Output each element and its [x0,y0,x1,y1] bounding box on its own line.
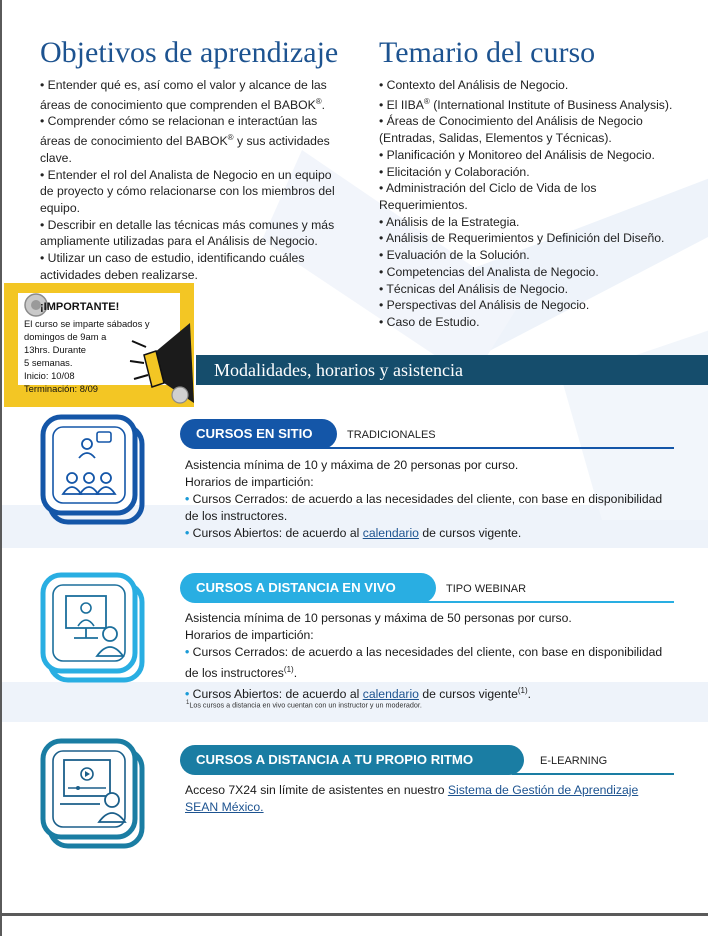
live-open-courses: • Cursos Abiertos: de acuerdo al calendario de cursos vigente$^{(1)}$. [185,686,532,702]
live-closed-courses: • Cursos Cerrados: de acuerdo a las necesidades del cliente, con base en disponibilidad [185,645,663,659]
important-notice [4,283,194,407]
calendar-link[interactable]: calendario [362,687,419,702]
syllabus-item: • Caso de Estudio. [379,314,480,329]
live-courses-pill: CURSOS A DISTANCIA EN VIVO [180,573,436,603]
notice-body: El curso se imparte sábados y domingos de 9am a 13hrs. Durante 5 semanas. Inicio: 10/08 Terminación: 8/09 [24,318,150,394]
elearning-details [185,782,675,816]
syllabus-item: • Análisis de Requerimientos y Definición del Diseño. [379,231,665,246]
modalities-section-title: Modalidades, horarios y asistencia [196,355,708,385]
objective-item: • Describir en detalle las técnicas más comunes y más ampliamente utilizadas para el Análisis de Negocio. [40,217,335,249]
elearning-courses-pill: CURSOS A DISTANCIA A TU PROPIO RITMO [180,745,524,775]
objective-item: • Entender qué es, así como el valor y alcance de las áreas de conocimiento que comprenden el BABOK®. [40,78,327,112]
onsite-closed-courses: • Cursos Cerrados: de acuerdo a las necesidades del cliente, con base en disponibilidad [185,492,663,506]
objectives-list [40,77,340,284]
live-schedule-label: Horarios de impartición: [185,628,314,642]
syllabus-item: • Perspectivas del Análisis de Negocio. [379,298,590,313]
syllabus-item: • Administración del Ciclo de Vida de los Requerimientos. [379,181,597,212]
elearning-subtitle: E-LEARNING [540,755,608,767]
syllabus-list [379,77,684,331]
onsite-divider [322,447,674,449]
page-bottom-rule [2,913,708,916]
elearning-divider [512,773,674,775]
calendar-link[interactable]: calendario [362,526,419,540]
syllabus-item: • Competencias del Analista de Negocio. [379,264,599,279]
syllabus-item: • Técnicas del Análisis de Negocio. [379,281,568,296]
live-details [185,610,675,703]
syllabus-item: • Análisis de la Estrategia. [379,214,520,229]
syllabus-item: • Contexto del Análisis de Negocio. [379,78,569,92]
objective-item: • Comprender cómo se relacionan e interactúan las áreas de conocimiento del BABOK® y sus actividades clave. [40,114,330,165]
onsite-attendance: Asistencia mínima de 10 y máxima de 20 personas por curso. [185,458,519,472]
webinar-icon [40,572,146,684]
elearning-icon [40,738,146,850]
syllabus-item: • Áreas de Conocimiento del Análisis de Negocio (Entradas, Salidas, Elementos y Técnicas). [379,114,643,146]
live-divider [422,601,674,603]
elearning-access: Acceso 7X24 sin límite de asistentes en nuestro Sistema de Gestión de Aprendizaje [185,783,639,797]
objective-item: • Entender el rol del Analista de Negocio en un equipo de proyecto y cómo relacionarse con los miembros del equipo. [40,167,335,216]
onsite-courses-pill: CURSOS EN SITIO [180,419,337,449]
live-attendance: Asistencia mínima de 10 personas y máxima de 50 personas por curso. [185,611,572,625]
onsite-open-courses: • Cursos Abiertos: de acuerdo al calendario de cursos vigente. [185,526,522,540]
objectives-title: Objetivos de aprendizaje [40,36,339,69]
syllabus-item: • Evaluación de la Solución. [379,248,530,263]
syllabus-title: Temario del curso [379,36,596,69]
notice-title: ¡IMPORTANTE! [40,301,120,313]
lms-link[interactable]: Sistema de Gestión de Aprendizaje [447,783,639,797]
objective-item: • Utilizar un caso de estudio, identificando cuáles actividades deben realizarse. [40,251,305,282]
onsite-subtitle: TRADICIONALES [347,429,436,441]
live-subtitle: TIPO WEBINAR [446,583,527,595]
syllabus-item: • Planificación y Monitoreo del Análisis de Negocio. [379,147,655,162]
syllabus-item: • Elicitación y Colaboración. [379,164,530,179]
live-footnote: $^1$Los cursos a distancia en vivo cuentan con un instructor y un moderador. [186,700,422,710]
onsite-schedule-label: Horarios de impartición: [185,475,314,489]
onsite-details [185,457,675,542]
sean-mexico-link[interactable]: SEAN México. [185,800,264,814]
onsite-closed-courses-cont: de los instructores. [185,509,288,523]
syllabus-item: • El IIBA® (International Institute of Business Analysis). [379,96,673,112]
live-closed-courses-cont: de los instructores$^{(1)}$. [185,665,298,681]
classroom-icon [40,414,146,526]
